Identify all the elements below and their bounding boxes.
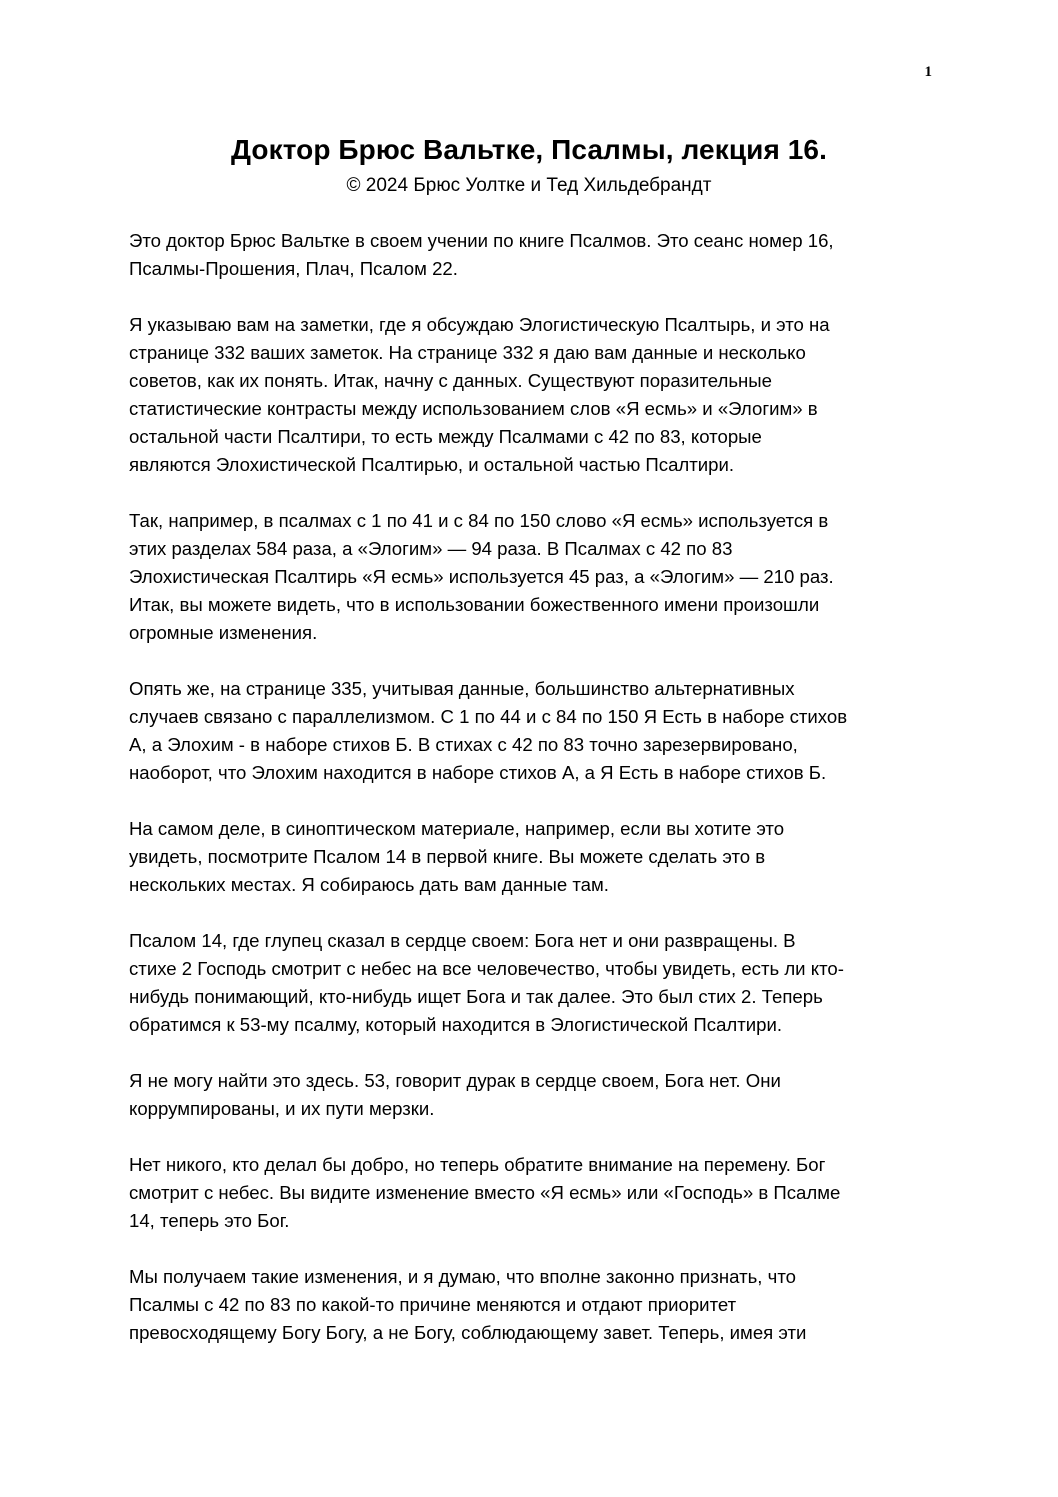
paragraph-line: превосходящему Богу Богу, а не Богу, соблюдающему завет. Теперь, имея эти [129, 1322, 807, 1343]
document-body [129, 227, 929, 1375]
body-paragraph [129, 311, 929, 479]
page-number: 1 [924, 64, 932, 80]
paragraph-line: Нет никого, кто делал бы добро, но теперь обратите внимание на перемену. Бог [129, 1154, 826, 1175]
paragraph-line: А, а Элохим - в наборе стихов Б. В стихах с 42 по 83 точно зарезервировано, [129, 734, 798, 755]
document-title: Доктор Брюс Вальтке, Псалмы, лекция 16. [230, 134, 827, 165]
paragraph-line: обратимся к 53-му псалму, который находится в Элогистической Псалтири. [129, 1014, 783, 1035]
paragraph-line: Псалмы-Прошения, Плач, Псалом 22. [129, 258, 458, 279]
paragraph-line: Псалмы с 42 по 83 по какой-то причине меняются и отдают приоритет [129, 1294, 737, 1315]
paragraph-line: Итак, вы можете видеть, что в использовании божественного имени произошли [129, 594, 820, 615]
paragraph-line: смотрит с небес. Вы видите изменение вместо «Я есмь» или «Господь» в Псалме [129, 1182, 841, 1203]
paragraph-line: советов, как их понять. Итак, начну с данных. Существуют поразительные [129, 370, 772, 391]
paragraph-line: наоборот, что Элохим находится в наборе стихов А, а Я Есть в наборе стихов Б. [129, 762, 827, 783]
body-paragraph [129, 927, 929, 1039]
paragraph-line: коррумпированы, и их пути мерзки. [129, 1098, 435, 1119]
paragraph-line: Мы получаем такие изменения, и я думаю, что вполне законно признать, что [129, 1266, 796, 1287]
paragraph-line: странице 332 ваших заметок. На странице 332 я даю вам данные и несколько [129, 342, 806, 363]
copyright-line: © 2024 Брюс Уолтке и Тед Хильдебрандт [346, 175, 712, 196]
paragraph-line: нибудь понимающий, кто-нибудь ищет Бога и так далее. Это был стих 2. Теперь [129, 986, 823, 1007]
paragraph-line: Так, например, в псалмах с 1 по 41 и с 84 по 150 слово «Я есмь» используется в [129, 510, 829, 531]
paragraph-line: огромные изменения. [129, 622, 318, 643]
paragraph-line: Опять же, на странице 335, учитывая данные, большинство альтернативных [129, 678, 795, 699]
body-paragraph [129, 1067, 929, 1123]
paragraph-line: Это доктор Брюс Вальтке в своем учении по книге Псалмов. Это сеанс номер 16, [129, 230, 834, 251]
paragraph-line: Псалом 14, где глупец сказал в сердце своем: Бога нет и они развращены. В [129, 930, 796, 951]
paragraph-line: статистические контрасты между использованием слов «Я есмь» и «Элогим» в [129, 398, 818, 419]
paragraph-line: На самом деле, в синоптическом материале, например, если вы хотите это [129, 818, 785, 839]
paragraph-line: остальной части Псалтири, то есть между Псалмами с 42 по 83, которые [129, 426, 762, 447]
paragraph-line: являются Элохистической Псалтирью, и остальной частью Псалтири. [129, 454, 735, 475]
paragraph-line: Элохистическая Псалтирь «Я есмь» используется 45 раз, а «Элогим» — 210 раз. [129, 566, 834, 587]
body-paragraph [129, 1151, 929, 1235]
paragraph-line: Я указываю вам на заметки, где я обсуждаю Элогистическую Псалтырь, и это на [129, 314, 830, 335]
paragraph-line: 14, теперь это Бог. [129, 1210, 290, 1231]
body-paragraph [129, 675, 929, 787]
paragraph-line: увидеть, посмотрите Псалом 14 в первой книге. Вы можете сделать это в [129, 846, 766, 867]
paragraph-line: Я не могу найти это здесь. 53, говорит дурак в сердце своем, Бога нет. Они [129, 1070, 781, 1091]
body-paragraph [129, 1263, 929, 1347]
paragraph-line: нескольких местах. Я собираюсь дать вам данные там. [129, 874, 609, 895]
paragraph-line: этих разделах 584 раза, а «Элогим» — 94 раза. В Псалмах с 42 по 83 [129, 538, 733, 559]
paragraph-line: случаев связано с параллелизмом. С 1 по 44 и с 84 по 150 Я Есть в наборе стихов [129, 706, 848, 727]
body-paragraph [129, 227, 929, 283]
body-paragraph [129, 815, 929, 899]
paragraph-line: стихе 2 Господь смотрит с небес на все человечество, чтобы увидеть, есть ли кто- [129, 958, 844, 979]
body-paragraph [129, 507, 929, 647]
